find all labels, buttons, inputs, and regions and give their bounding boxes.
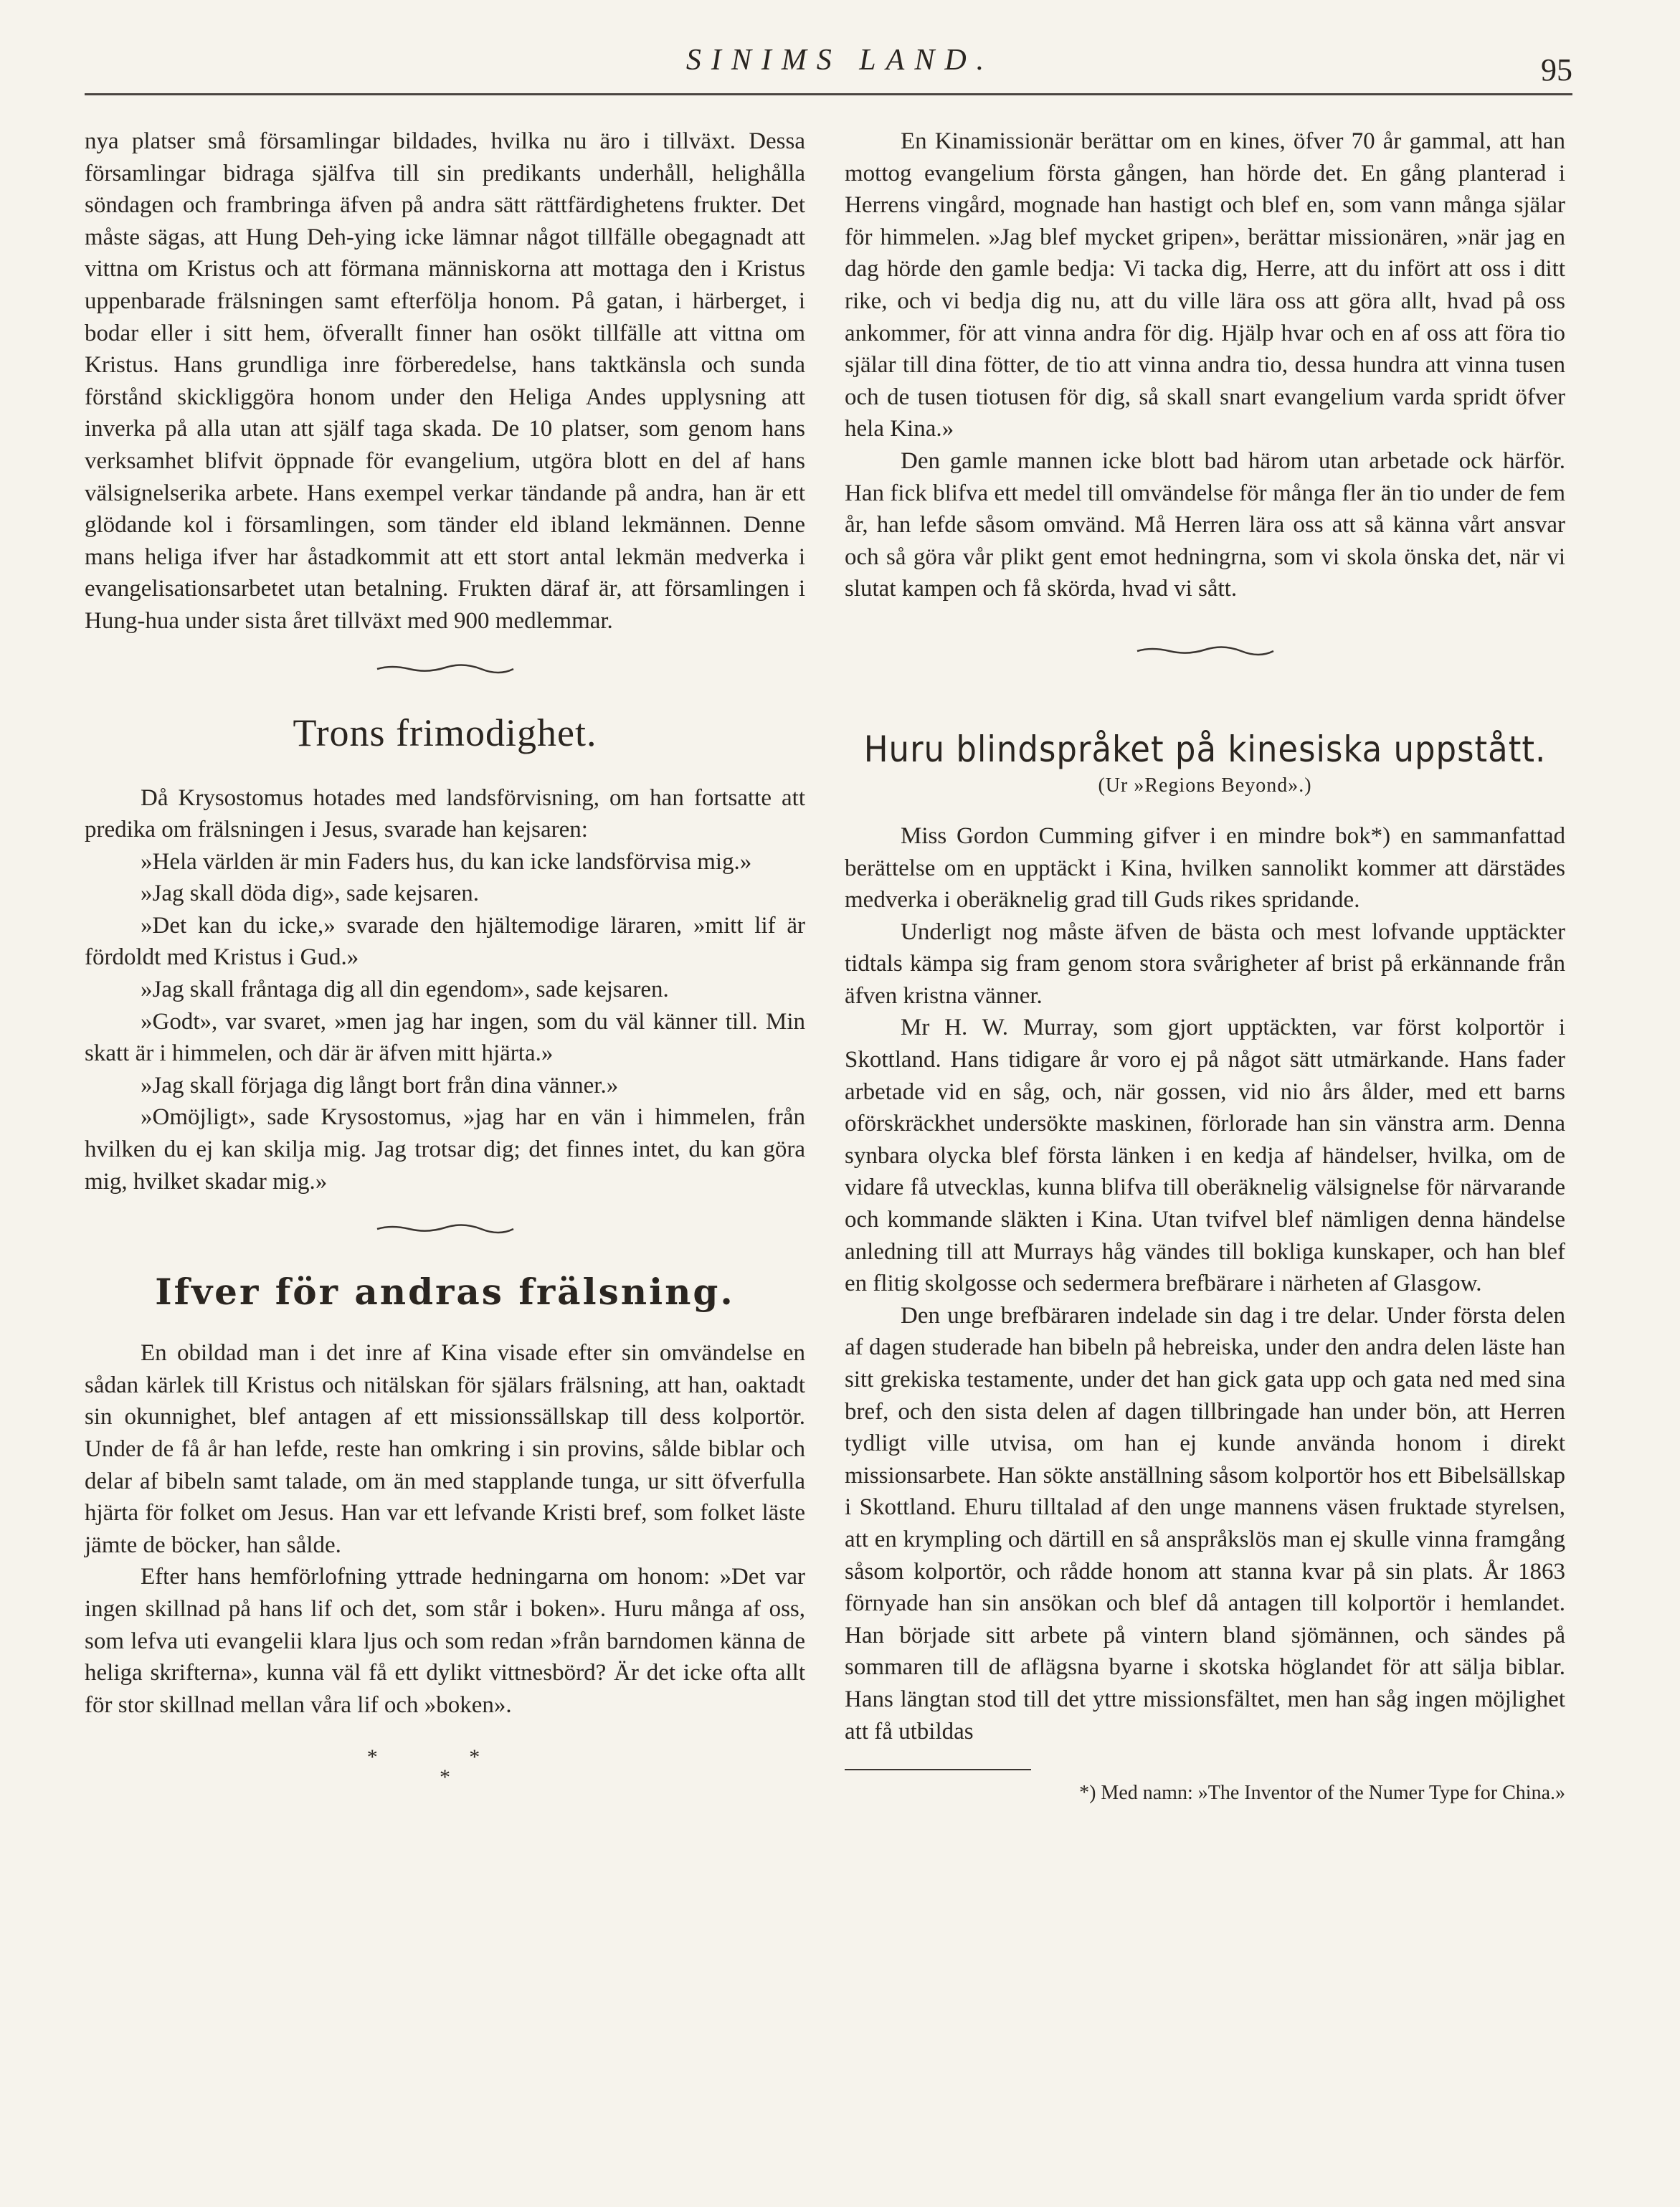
ornament-divider xyxy=(85,655,805,683)
running-head xyxy=(0,43,1680,93)
footnote-rule xyxy=(845,1769,1031,1770)
ornament-divider xyxy=(85,1215,805,1243)
trons-paragraph: »Godt», var svaret, »men jag har ingen, som du väl känner till. Min skatt är i himmelen, och där är äfven mitt hjärta.» xyxy=(85,1008,805,1067)
trons-paragraph: Då Krysostomus hotades med landsförvisning, om han fortsatte att predika om frälsningen i Jesus, svarade han kejsaren: xyxy=(85,784,805,843)
ifver-paragraph: En obildad man i det inre af Kina visade efter sin omvändelse en sådan kärlek till Kristus och nitälskan för själars frälsning, att han, oaktadt sin okunnighet, blef antagen af ett missionssällskap till dess kolportör. Under de få år han lefde, reste han omkring i sin provins, sålde biblar och delar af bibeln samt talade, om än med stapplande tunga, ur sitt öfverfulla hjärta för folket om Jesus. Han var ett lefvande Kristi bref, som folket läste jämte de böcker, han sålde. xyxy=(85,1340,805,1558)
source-attribution: (Ur »Regions Beyond».) xyxy=(1098,774,1312,797)
page-number: 95 xyxy=(1541,52,1572,87)
running-title: SINIMS LAND. xyxy=(685,44,995,77)
section-title-trons: Trons frimodighet. xyxy=(293,711,597,754)
trons-paragraph: »Det kan du icke,» svarade den hjältemodige läraren, »mitt lif är fördoldt med Kristus i Gud.» xyxy=(85,912,805,971)
asterisk-row: * * xyxy=(366,1745,523,1770)
section-title-ifver: Ifver för andras frälsning. xyxy=(155,1271,735,1314)
trons-paragraph: »Jag skall fråntaga dig all din egendom», sade kejsaren. xyxy=(141,977,669,1003)
section-title-huru: Huru blindspråket på kinesiska uppstått. xyxy=(863,728,1547,770)
trons-paragraph: »Hela världen är min Faders hus, du kan icke landsförvisa mig.» xyxy=(141,848,752,875)
ornament-divider xyxy=(845,637,1565,665)
left-column xyxy=(85,125,805,1790)
huru-paragraph: Den unge brefbäraren indelade sin dag i tre delar. Under första delen af dagen studerade han bibeln på hebreiska, under den andra delen läste han sitt grekiska testamente, under det han gick gata upp och gata ned med sina bref, och den sista delen af dagen tillbringade han under bön, att Herren tydligt ville utvisa, om han ej kunde använda honom i direkt missionsarbete. Han sökte anställning såsom kolportör hos ett Bibelsällskap i Skottland. Ehuru tilltalad af den unge mannens väsen fruktade styrelsen, att en krympling och därtill en så anspråkslös man ej skulle vinna framgång såsom kolportör, och rådde honom att stanna kvar på sin plats. År 1863 förnyade han sin ansökan och blef då antagen till kolportör i hemlandet. Han började sitt arbete på vintern bland sjömännen, och sändes på sommaren till de aflägsna byarne i skotska höglandet för att sälja biblar. Hans längtan stod till det yttre missionsfältet, men han såg ingen möjlighet att få utbildas xyxy=(845,1302,1565,1745)
intro-paragraph-left: nya platser små församlingar bildades, hvilka nu äro i tillväxt. Dessa församlingar bidraga själfva till sin predikants underhåll, helighålla söndagen och frambringa äfven på andra sätt rättfärdighetens frukter. Det måste sägas, att Hung Deh-ying icke lämnar något tillfälle obegagnadt att vittna om Kristus och att förmana människorna att mottaga den i Kristus uppenbarade frälsningen samt efterfölja honom. På gatan, i härberget, i bodar eller i sitt hem, öfverallt finner han osökt tillfälle att vittna om Kristus. Hans grundliga inre förberedelse, hans taktkänsla och sunda förstånd skickliggöra honom under den Heliga Andes upplysning att inverka på alla utan att själf taga skada. De 10 platser, som genom hans verksamhet blifvit öppnade för evangelium, utgöra blott en del af hans välsignelserika arbete. Hans exempel verkar tändande på andra, han är ett glödande kol i församlingen, som tänder eld ibland lekmännen. Denne mans heliga ifver har åstadkommit att ett stort antal lekmän medverka i evangelisationsarbetet utan betalning. Frukten däraf är, att församlingen i Hung-hua under sista året tillväxt med 900 medlemmar. xyxy=(85,128,805,634)
right-column xyxy=(845,125,1565,1806)
trons-paragraph: »Jag skall döda dig», sade kejsaren. xyxy=(141,881,479,907)
trons-paragraph: »Jag skall förjaga dig långt bort från dina vänner.» xyxy=(141,1072,619,1098)
huru-paragraph: Mr H. W. Murray, som gjort upptäckten, var först kolportör i Skottland. Hans tidigare år voro ej på något sätt utmärkande. Hans fader arbetade vid en såg, och, när gossen, vid nio års ålder, med ett barns oförskräckhet undersökte maskinen, förlorade han sin vänstra arm. Denna synbara olycka blef första länken i en kedja af händelser, hvilka, om de vidare få utvecklas, kunna blifva till oberäknelig välsignelse för närvarande och kommande släkten i Kina. Utan tvifvel blef nämligen denna händelse anledning till att Murrays håg vändes till bokliga kunskaper, och han blef en flitig skolgosse och sedermera brefbärare i närheten af Glasgow. xyxy=(845,1015,1565,1297)
intro-paragraph-right: En Kinamissionär berättar om en kines, öfver 70 år gammal, att han mottog evangelium första gången, han hörde det. En gång planterad i Herrens vingård, mognade han hastigt och blef en, som vann många själar för himmelen. »Jag blef mycket gripen», berättar missionären, »när jag en dag hörde den gamle bedja: Vi tacka dig, Herre, att du infört att oss i ditt rike, och vi bedja dig nu, att du ville lära oss att göra allt, hvad på oss ankommer, för att vinna andra för dig. Hjälp hvar och en af oss att föra tio själar till dina fötter, de tio att vinna andra tio, dessa hundra att vinna tusen och de tusen tiotusen för dig, så skall snart evangelium varda spridt öfver hela Kina.» xyxy=(845,128,1565,442)
footnote: *) Med namn: »The Inventor of the Numer Type for China.» xyxy=(1079,1782,1565,1805)
header-rule xyxy=(85,93,1572,95)
asterisk-single: * xyxy=(440,1765,450,1790)
huru-paragraph: Miss Gordon Cumming gifver i en mindre bok*) en sammanfattad berättelse om en upptäckt i Kina, hvilken sannolikt kommer att därstädes medverka i oberäknelig grad till Guds rikes spridande. xyxy=(845,822,1565,913)
huru-paragraph: Underligt nog måste äfven de bästa och mest lofvande upptäckter tidtals kämpa sig fram genom stora svårigheter af brist på erkännande från äfven kristna vänner. xyxy=(845,919,1565,1009)
intro-paragraph-right: Den gamle mannen icke blott bad härom utan arbetade ock härför. Han fick blifva ett medel till omvändelse för många fler än tio under de fem år, han lefde såsom omvänd. Må Herren lära oss att så känna vårt ansvar och så göra vår plikt gent emot hedningrna, som vi skola önska det, när vi slutat kampen och få skörda, hvad vi sått. xyxy=(845,447,1565,602)
ifver-paragraph: Efter hans hemförlofning yttrade hedningarna om honom: »Det var ingen skillnad på hans lif och det, som står i boken». Huru många af oss, som lefva uti evangelii klara ljus och som redan »från barndomen känna de heliga skrifterna», kunna väl få ett dylikt vittnesbörd? Är det icke ofta allt för stor skillnad mellan våra lif och »boken». xyxy=(85,1564,805,1718)
trons-paragraph: »Omöjligt», sade Krysostomus, »jag har en vän i himmelen, från hvilken du ej kan skilja mig. Jag trotsar dig; det finnes intet, du kan göra mig, hvilket skadar mig.» xyxy=(85,1104,805,1195)
